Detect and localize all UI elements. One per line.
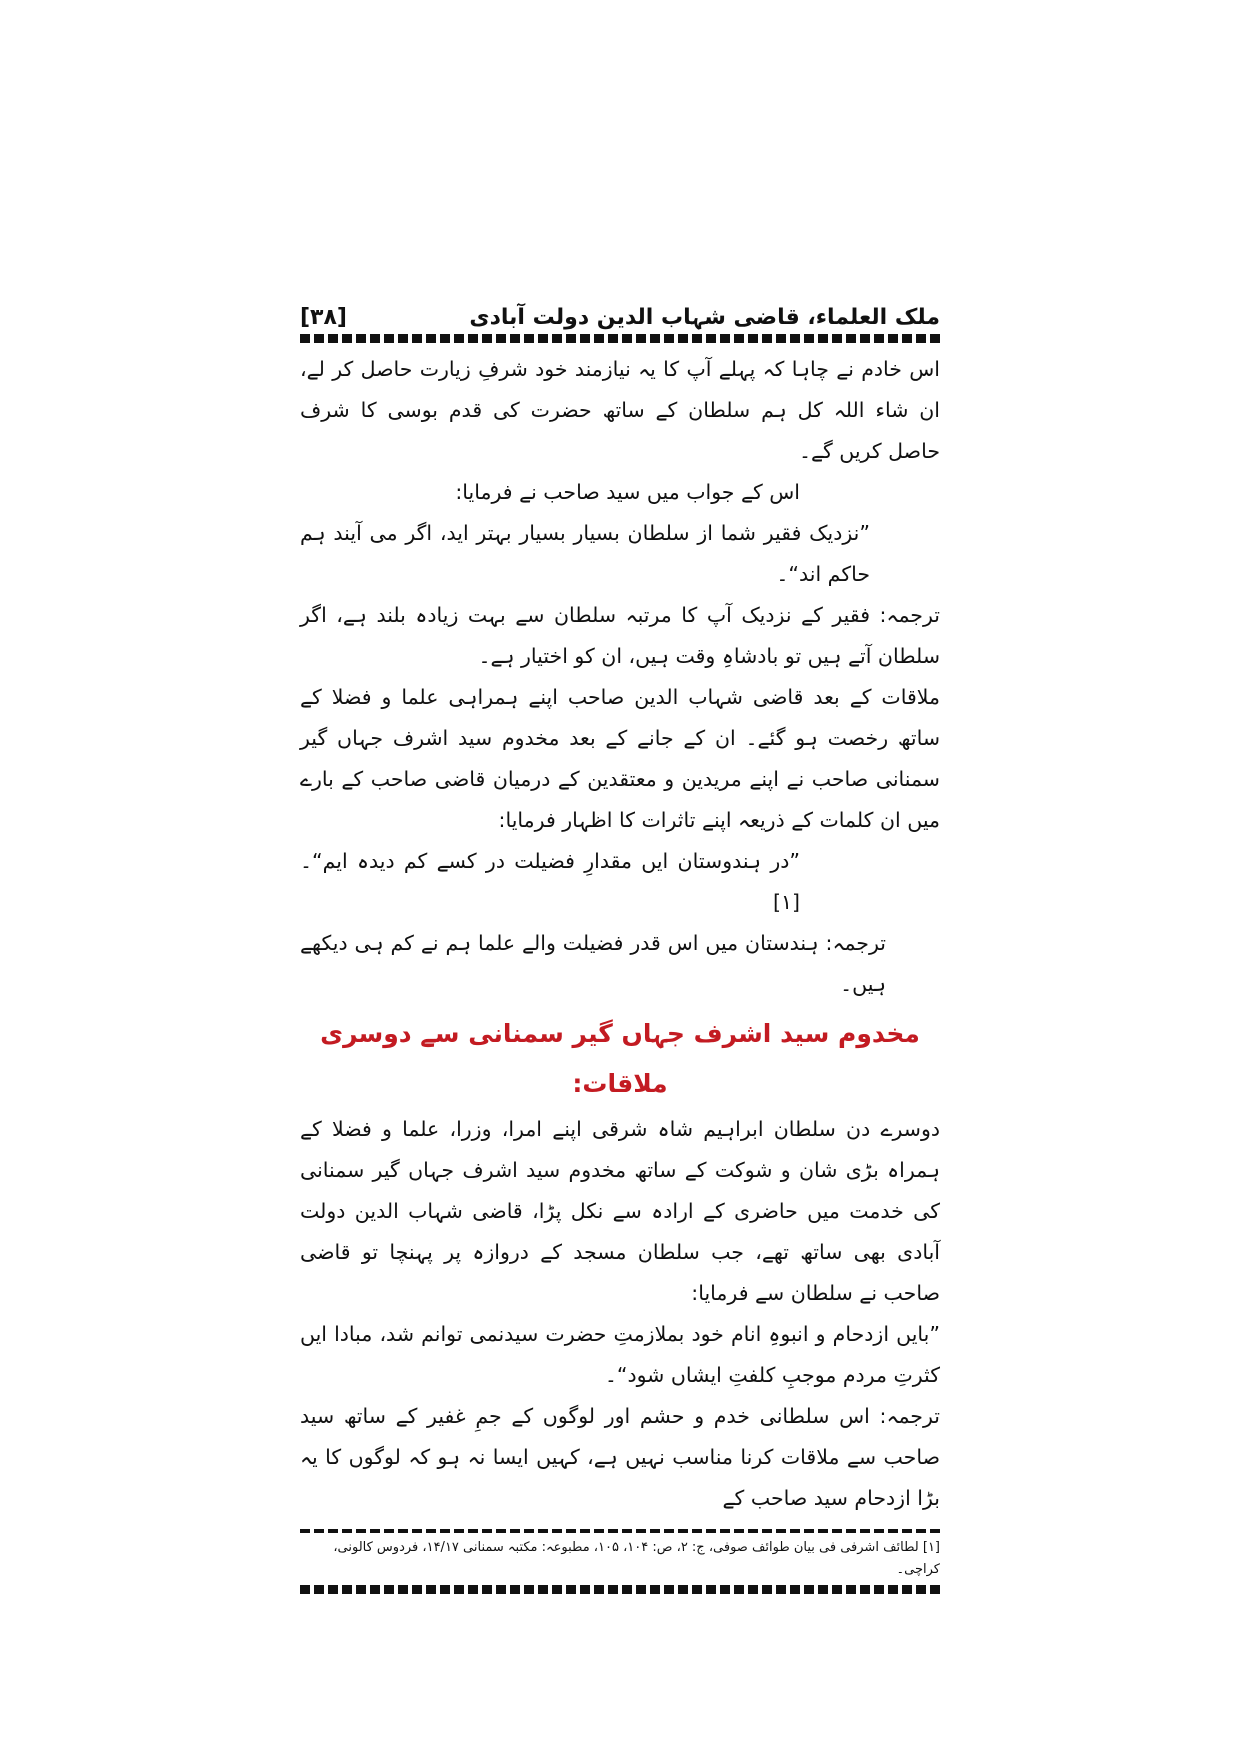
footnote: [۱] لطائف اشرفی فی بیان طوائف صوفی، ج: ۲، ص: ۱۰۴، ۱۰۵، مطبوعہ: مکتبہ سمنانی ۱۴/۱۷، فردوس کالونی، کراچی۔ [333, 1540, 940, 1577]
persian-quote: ”در ہندوستان ایں مقدارِ فضیلت در کسے کم دیدہ ایم“۔[۱] [300, 849, 800, 914]
paragraph: دوسرے دن سلطان ابراہیم شاہ شرقی اپنے امرا، وزرا، علما و فضلا کے ہمراہ بڑی شان و شوکت کے ساتھ مخدوم سید اشرف جہاں گیر سمنانی کی خدمت میں حاضری کے ارادہ سے نکل پڑا، قاضی شہاب الدین دولت آبادی بھی ساتھ تھے، جب سلطان مسجد کے دروازہ پر پہنچا تو قاضی صاحب نے سلطان سے فرمایا: [300, 1117, 940, 1305]
translation: ترجمہ: ہندستان میں اس قدر فضیلت والے علما ہم نے کم ہی دیکھے ہیں۔ [300, 931, 886, 996]
translation: ترجمہ: اس سلطانی خدم و حشم اور لوگوں کے جمِ غفیر کے ساتھ سید صاحب سے ملاقات کرنا مناسب نہیں ہے، کہیں ایسا نہ ہو کہ لوگوں کا یہ بڑا ازدحام سید صاحب کے [300, 1404, 940, 1510]
persian-quote: ”بایں ازدحام و انبوہِ انام خود بملازمتِ حضرت سیدنمی توانم شد، مبادا ایں کثرتِ مردم موجبِ کلفتِ ایشاں شود“۔ [300, 1322, 940, 1387]
paragraph: ملاقات کے بعد قاضی شہاب الدین صاحب اپنے ہمراہی علما و فضلا کے ساتھ رخصت ہو گئے۔ ان کے جانے کے بعد مخدوم سید اشرف جہاں گیر سمنانی صاحب نے اپنے مریدین و معتقدین کے درمیان قاضی صاحب کے بارے میں ان کلمات کے ذریعہ اپنے تاثرات کا اظہار فرمایا: [300, 685, 940, 832]
translation: ترجمہ: فقیر کے نزدیک آپ کا مرتبہ سلطان سے بہت زیادہ بلند ہے، اگر سلطان آتے ہیں تو بادشاہِ وقت ہیں، ان کو اختیار ہے۔ [300, 603, 940, 668]
footer-divider [300, 1585, 940, 1594]
paragraph: اس خادم نے چاہا کہ پہلے آپ کا یہ نیازمند خود شرفِ زیارت حاصل کر لے، ان شاء اللہ کل ہم سلطان کے ساتھ حضرت کی قدم بوسی کا شرف حاصل کریں گے۔ [300, 357, 940, 463]
header-divider [300, 334, 940, 343]
page-number: [۳۸] [300, 304, 347, 330]
page-body [300, 349, 940, 1519]
section-heading: مخدوم سید اشرف جہاں گیر سمنانی سے دوسری ملاقات: [320, 1019, 920, 1098]
paragraph: اس کے جواب میں سید صاحب نے فرمایا: [455, 480, 800, 504]
running-title: ملک العلماء، قاضی شہاب الدین دولت آبادی [469, 304, 940, 330]
page-header [300, 300, 940, 334]
footnote-section [300, 1529, 940, 1594]
persian-quote: ”نزدیک فقیر شما از سلطان بسیار بسیار بہتر اید، اگر می آیند ہم حاکم اند“۔ [300, 521, 870, 586]
document-page [300, 300, 940, 1594]
footnote-divider [300, 1529, 940, 1533]
